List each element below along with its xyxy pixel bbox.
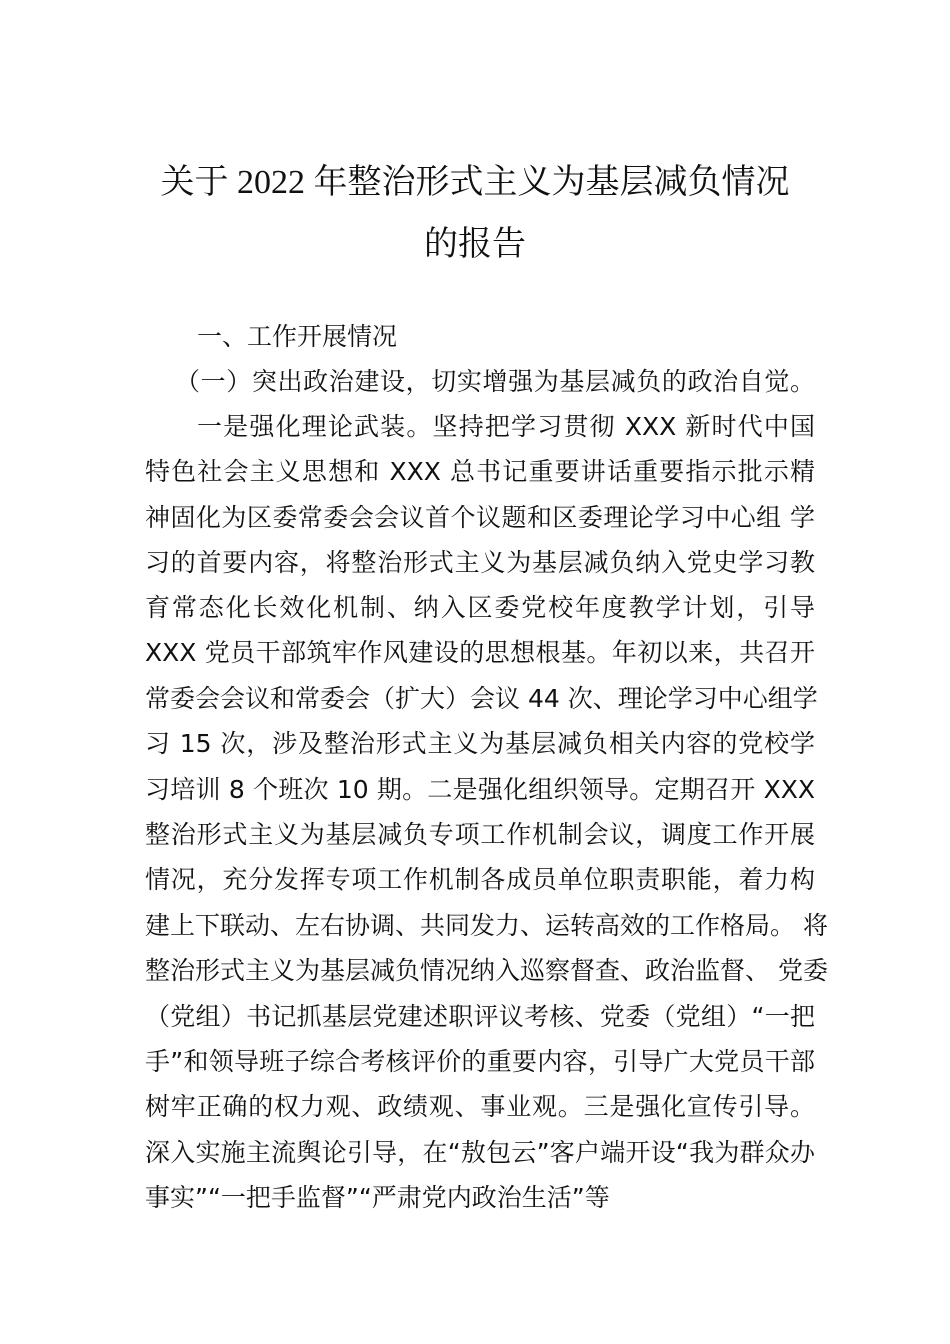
body-line: 整治形式主义为基层减负专项工作机制会议，调度工作开展 xyxy=(145,820,815,849)
body-line: 习 15 次，涉及整治形式主义为基层减负相关内容的党校学 xyxy=(145,729,815,758)
body-line: 神固化为区委常委会会议首个议题和区委理论学习中心组 学 xyxy=(145,503,815,532)
body-line: 常委会会议和常委会（扩大）会议 44 次、理论学习中心组学 xyxy=(145,684,818,713)
body-line: 情况，充分发挥专项工作机制各成员单位职责职能，着力构 xyxy=(145,865,815,894)
document-title-line-1: 关于 2022 年整治形式主义为基层减负情况 xyxy=(160,164,790,201)
body-line: 手”和领导班子综合考核评价的重要内容，引导广大党员干部 xyxy=(145,1047,815,1076)
body-line: 一是强化理论武装。坚持把学习贯彻 XXX 新时代中国 xyxy=(197,412,815,441)
body-line: 习培训 8 个班次 10 期。二是强化组织领导。定期召开 XXX xyxy=(145,775,815,804)
body-line: 深入实施主流舆论引导，在“敖包云”客户端开设“我为群众办 xyxy=(145,1138,815,1167)
document-title-line-2: 的报告 xyxy=(424,226,526,263)
body-line: 整治形式主义为基层减负情况纳入巡察督查、政治监督、 党委 xyxy=(145,956,828,985)
body-line: 育常态化长效化机制、纳入区委党校年度教学计划，引导 xyxy=(145,593,815,622)
body-line: 建上下联动、左右协调、共同发力、运转高效的工作格局。 将 xyxy=(145,911,828,940)
body-line: 习的首要内容，将整治形式主义为基层减负纳入党史学习教 xyxy=(145,548,815,577)
body-line: 特色社会主义思想和 XXX 总书记重要讲话重要指示批示精 xyxy=(145,457,815,486)
subsection-heading: （一）突出政治建设，切实增强为基层减负的政治自觉。 xyxy=(175,367,815,396)
body-line: （党组）书记抓基层党建述职评议考核、党委（党组）“一把 xyxy=(145,1002,815,1031)
section-heading: 一、工作开展情况 xyxy=(197,322,398,351)
body-line: 树牢正确的权力观、政绩观、事业观。三是强化宣传引导。 xyxy=(145,1092,815,1121)
body-line: XXX 党员干部筑牢作风建设的思想根基。年初以来，共召开 xyxy=(145,638,815,667)
body-line: 事实”“一把手监督”“严肃党内政治生活”等 xyxy=(145,1183,610,1212)
